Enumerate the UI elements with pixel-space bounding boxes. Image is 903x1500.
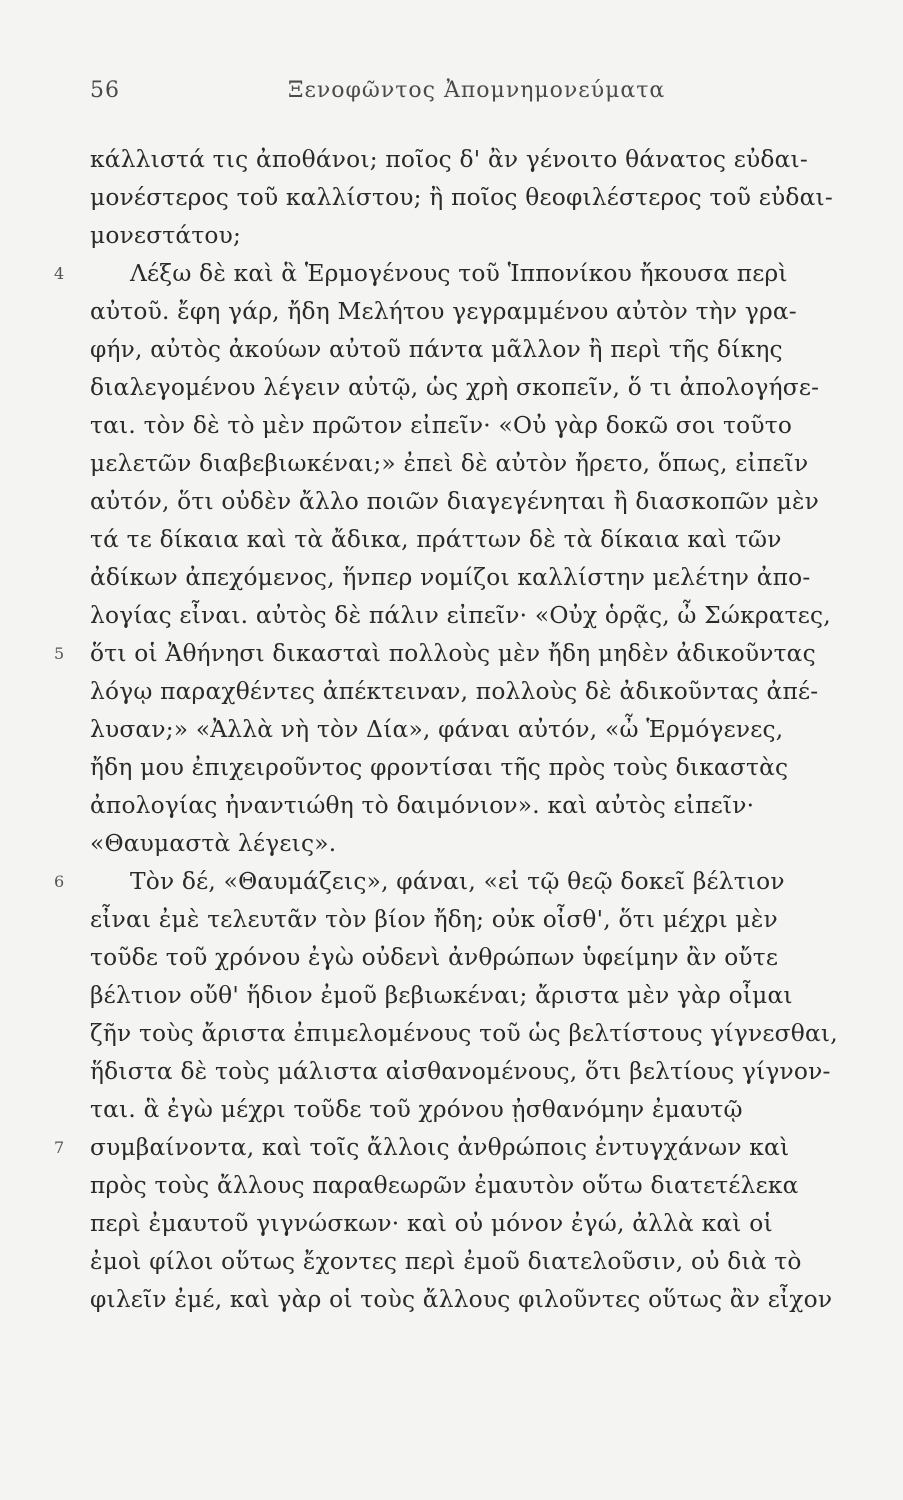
section-marker: 4	[54, 264, 65, 283]
text-line: εἶναι ἐμὲ τελευτᾶν τὸν βίον ἤδη; οὐκ οἶσθ', ὅτι μέχρι μὲν	[90, 906, 778, 933]
text-line: ται. τὸν δὲ τὸ μὲν πρῶτον εἰπεῖν· «Οὐ γὰρ δοκῶ σοι τοῦτο	[90, 412, 793, 439]
section-marker: 5	[54, 644, 65, 663]
text-line: μονεστάτου;	[90, 222, 242, 249]
page-number: 56	[90, 78, 120, 103]
text-line: διαλεγομένου λέγειν αὐτῷ, ὡς χρὴ σκοπεῖν, ὅ τι ἀπολογήσε-	[90, 374, 820, 401]
text-line: ἀδίκων ἀπεχόμενος, ἥνπερ νομίζοι καλλίστην μελέτην ἀπο-	[90, 564, 811, 591]
text-line: Τὸν δέ, «Θαυμάζεις», φάναι, «εἰ τῷ θεῷ δοκεῖ βέλτιον	[130, 868, 785, 895]
text-line: ἥδιστα δὲ τοὺς μάλιστα αἰσθανομένους, ὅτι βελτίους γίγνον-	[90, 1058, 831, 1085]
text-line: λόγῳ παραχθέντες ἀπέκτειναν, πολλοὺς δὲ ἀδικοῦντας ἀπέ-	[90, 678, 819, 705]
text-line: λογίας εἶναι. αὐτὸς δὲ πάλιν εἰπεῖν· «Οὐχ ὁρᾷς, ὦ Σώκρατες,	[90, 602, 831, 629]
text-line: λυσαν;» «Ἀλλὰ νὴ τὸν Δία», φάναι αὐτόν, «ὦ Ἑρμόγενες,	[90, 716, 784, 743]
text-line: Λέξω δὲ καὶ ἃ Ἑρμογένους τοῦ Ἱππονίκου ἤκουσα περὶ	[130, 260, 788, 287]
running-title: Ξενοφῶντος Ἀπομνημονεύματα	[288, 78, 666, 103]
text-line: μελετῶν διαβεβιωκέναι;» ἐπεὶ δὲ αὐτὸν ἤρετο, ὅπως, εἰπεῖν	[90, 450, 809, 477]
text-line: φήν, αὐτὸς ἀκούων αὐτοῦ πάντα μᾶλλον ἢ περὶ τῆς δίκης	[90, 336, 783, 363]
text-line: ἐμοὶ φίλοι οὕτως ἔχοντες περὶ ἐμοῦ διατελοῦσιν, οὐ διὰ τὸ	[90, 1248, 802, 1275]
text-line: φιλεῖν ἐμέ, καὶ γὰρ οἱ τοὺς ἄλλους φιλοῦντες οὕτως ἂν εἶχον	[90, 1286, 833, 1313]
text-line: τοῦδε τοῦ χρόνου ἐγὼ οὐδενὶ ἀνθρώπων ὑφείμην ἂν οὔτε	[90, 944, 779, 971]
page-header	[0, 78, 903, 118]
section-marker: 7	[54, 1138, 65, 1157]
text-line: μονέστερος τοῦ καλλίστου; ἢ ποῖος θεοφιλέστερος τοῦ εὐδαι-	[90, 184, 833, 211]
text-line: αὐτόν, ὅτι οὐδὲν ἄλλο ποιῶν διαγεγένηται ἢ διασκοπῶν μὲν	[90, 488, 820, 515]
text-line: κάλλιστά τις ἀποθάνοι; ποῖος δ' ἂν γένοιτο θάνατος εὐδαι-	[90, 146, 808, 173]
text-line: ζῆν τοὺς ἄριστα ἐπιμελομένους τοῦ ὡς βελτίστους γίγνεσθαι,	[90, 1020, 838, 1047]
section-marker: 6	[54, 872, 65, 891]
text-line: «Θαυμαστὰ λέγεις».	[90, 830, 337, 857]
text-line: ἤδη μου ἐπιχειροῦντος φροντίσαι τῆς πρὸς τοὺς δικαστὰς	[90, 754, 789, 781]
text-line: ται. ἃ ἐγὼ μέχρι τοῦδε τοῦ χρόνου ᾐσθανόμην ἐμαυτῷ	[90, 1096, 743, 1123]
text-line: τά τε δίκαια καὶ τὰ ἄδικα, πράττων δὲ τὰ δίκαια καὶ τῶν	[90, 526, 782, 553]
text-line: ὅτι οἱ Ἀθήνησι δικασταὶ πολλοὺς μὲν ἤδη μηδὲν ἀδικοῦντας	[90, 640, 816, 667]
text-line: αὐτοῦ. ἔφη γάρ, ἤδη Μελήτου γεγραμμένου αὐτὸν τὴν γρα-	[90, 298, 797, 325]
text-line: ἀπολογίας ἠναντιώθη τὸ δαιμόνιον». καὶ αὐτὸς εἰπεῖν·	[90, 792, 755, 819]
text-line: πρὸς τοὺς ἄλλους παραθεωρῶν ἐμαυτὸν οὕτω διατετέλεκα	[90, 1172, 799, 1199]
text-line: συμβαίνοντα, καὶ τοῖς ἄλλοις ἀνθρώποις ἐντυγχάνων καὶ	[90, 1134, 790, 1161]
text-line: περὶ ἐμαυτοῦ γιγνώσκων· καὶ οὐ μόνον ἐγώ, ἀλλὰ καὶ οἱ	[90, 1210, 773, 1237]
text-line: βέλτιον οὔθ' ἥδιον ἐμοῦ βεβιωκέναι; ἄριστα μὲν γὰρ οἶμαι	[90, 982, 793, 1009]
